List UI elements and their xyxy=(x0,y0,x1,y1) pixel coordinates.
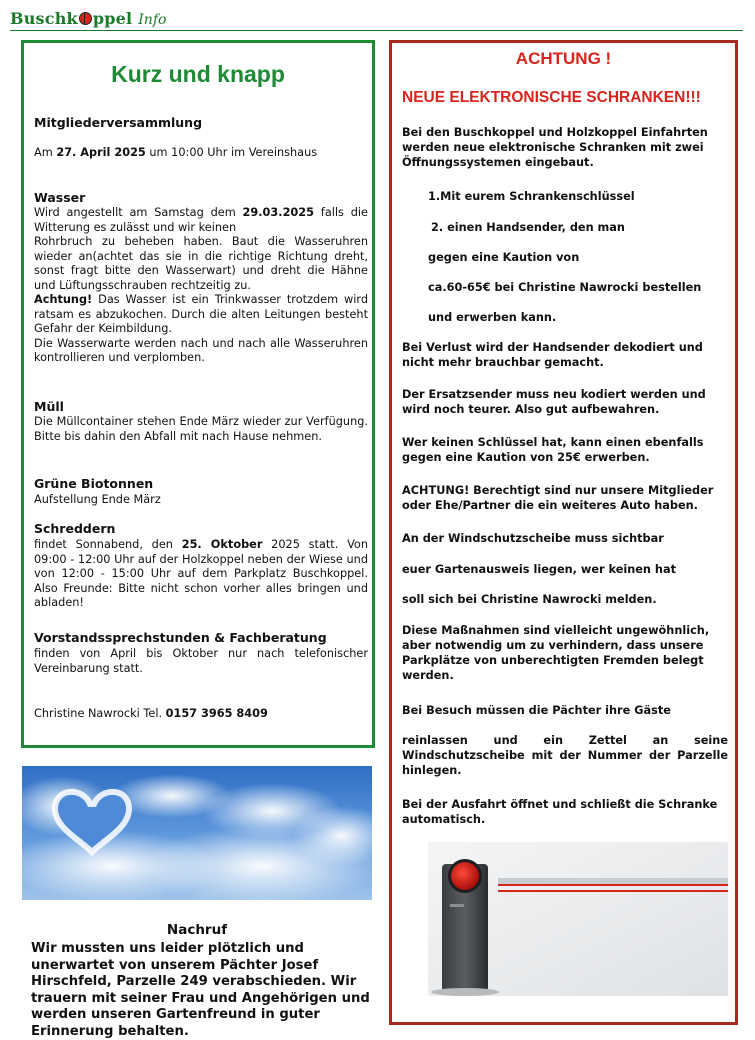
barrier-image xyxy=(428,842,728,996)
option-2-line-b: gegen eine Kaution von xyxy=(428,251,580,264)
kurz-und-knapp-box xyxy=(21,40,375,748)
left-box-title: Kurz und knapp xyxy=(111,61,285,87)
besuch-line-1: Bei Besuch müssen die Pächter ihre Gäste xyxy=(402,704,671,717)
windschutz-line-1: An der Windschutzscheibe muss sichtbar xyxy=(402,532,664,545)
ersatz-text: Der Ersatzsender muss neu kodiert werden und wird noch teurer. Also gut aufbewahren. xyxy=(402,388,706,416)
option-1: 1.Mit eurem Schrankenschlüssel xyxy=(428,190,635,203)
option-2-line-d: und erwerben kann. xyxy=(428,311,557,324)
massnahmen-text: Diese Maßnahmen sind vielleicht ungewöhnlich, aber notwendig um zu verhindern, dass unsere Parkplätze von unberechtigten Fremden belegt werden. xyxy=(402,624,710,682)
option-2-line-c: ca.60-65€ bei Christine Nawrocki bestellen xyxy=(428,281,702,294)
muell-text: Die Müllcontainer stehen Ende März wieder zur Verfügung. Bitte bis dahin den Abfall mit nach Hause nehmen. xyxy=(34,415,368,443)
schranken-intro: Bei den Buschkoppel und Holzkoppel Einfahrten werden neue elektronische Schranken mit zwei Öffnungssystemen eingebaut. xyxy=(402,126,708,169)
mitglieder-text: Am 27. April 2025 um 10:00 Uhr im Vereinshaus xyxy=(34,146,318,159)
wasser-text: Wird angestellt am Samstag dem 29.03.2025 falls die Witterung es zulässt und wir keinen Rohrbruch zu beheben haben. Baut die Wasseruhren wieder an(achtet das sie in die richtige Richtung dreht, sonst fragt bitte den Wasserwart) und dreht die Hähne und Lüftungsschrauben rechtzeitig zu. Achtung! Das Wasser ist ein Trinkwasser trotzdem wird ratsam es abzukochen. Durch die alten Leitungen besteht Gefahr der Keimbildung. Die Wasserwarte werden nach und nach alle Wasseruhren kontrollieren und verplomben. xyxy=(34,206,368,364)
biotonnen-heading: Grüne Biotonnen xyxy=(34,476,154,491)
contact-line: Christine Nawrocki Tel. 0157 3965 8409 xyxy=(34,707,268,720)
page-header xyxy=(10,4,166,28)
ladybug-icon xyxy=(79,12,92,25)
mitglieder-heading: Mitgliederversammlung xyxy=(34,115,203,130)
vorstand-heading: Vorstandssprechstunden & Fachberatung xyxy=(34,630,327,645)
brand-info: Info xyxy=(138,12,167,28)
berechtigt-text: ACHTUNG! Berechtigt sind nur unsere Mitglieder oder Ehe/Partner die ein weiteres Auto haben. xyxy=(402,484,714,512)
phone-number: 0157 3965 8409 xyxy=(165,707,268,720)
muell-heading: Müll xyxy=(34,399,64,414)
ausfahrt-text: Bei der Ausfahrt öffnet und schließt die Schranke automatisch. xyxy=(402,798,718,826)
heart-cloud-image xyxy=(22,766,372,900)
header-divider xyxy=(10,30,743,31)
brand-logo: Buschk ppel xyxy=(10,9,133,28)
windschutz-line-2: euer Gartenausweis liegen, wer keinen hat xyxy=(402,563,676,576)
option-2: 2. einen Handsender, den man xyxy=(431,221,625,234)
schranken-title: NEUE ELEKTRONISCHE SCHRANKEN!!! xyxy=(402,89,701,106)
vorstand-text: finden von April bis Oktober nur nach telefonischer Vereinbarung statt. xyxy=(34,647,368,675)
biotonnen-text: Aufstellung Ende März xyxy=(34,493,161,506)
besuch-line-2: reinlassen und ein Zettel an seine Windschutzscheibe mit der Nummer der Parzelle hinlegen. xyxy=(402,734,728,777)
schluessel-text: Wer keinen Schlüssel hat, kann einen ebenfalls gegen eine Kaution von 25€ erwerben. xyxy=(402,436,704,464)
verlust-text: Bei Verlust wird der Handsender dekodiert und nicht mehr brauchbar gemacht. xyxy=(402,341,703,369)
nachruf-title: Nachruf xyxy=(166,922,228,938)
windschutz-line-3: soll sich bei Christine Nawrocki melden. xyxy=(402,593,657,606)
achtung-title: ACHTUNG ! xyxy=(515,49,612,68)
schreddern-heading: Schreddern xyxy=(34,521,116,536)
nachruf-text: Wir mussten uns leider plötzlich und unerwartet von unserem Pächter Josef Hirschfeld, Parzelle 249 verabschieden. Wir trauern mit seiner Frau und Angehörigen und werden unseren Gartenfreund in guter Erinnerung behalten. xyxy=(31,941,370,1039)
schreddern-text: findet Sonnabend, den 25. Oktober 2025 statt. Von 09:00 - 12:00 Uhr auf der Holzkoppel neben der Wiese und von 12:00 - 15:00 Uhr auf dem Parkplatz Buschkoppel. Also Freunde: Bitte nicht schon vorher alles bringen und abladen! xyxy=(34,538,368,609)
wasser-heading: Wasser xyxy=(34,190,86,205)
